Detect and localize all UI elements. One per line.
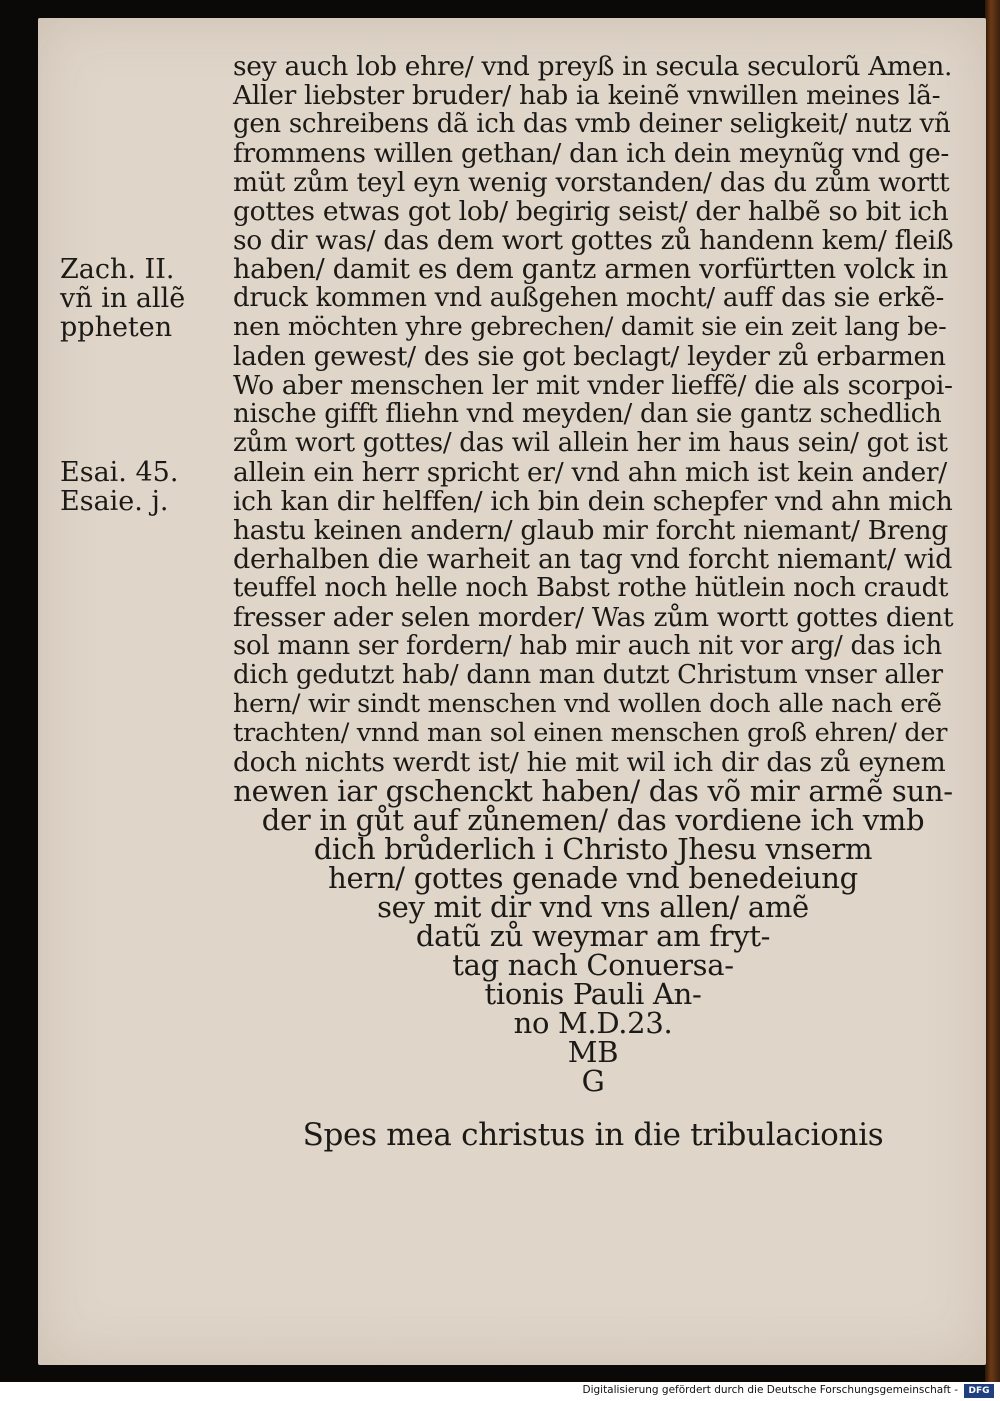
- closing-line: sey mit dir vnd vns allen/ amẽ: [377, 890, 809, 924]
- body-line: sey auch lob ehre/ vnd preyß in secula seculorũ Amen.: [233, 51, 953, 82]
- body-line: allein ein herr spricht er/ vnd ahn mich ist kein ander/: [233, 457, 947, 488]
- closing-line: dich brůderlich i Christo Jhesu vnserm: [313, 832, 873, 866]
- motto-line: Spes mea christus in die tribulacionis: [302, 1117, 884, 1153]
- body-line: sol mann ser fordern/ hab mir auch nit vor arg/ das ich: [233, 631, 942, 661]
- body-line: druck kommen vnd außgehen mocht/ auff das sie erkẽ-: [233, 283, 944, 313]
- body-line: fresser ader selen morder/ Was zům wortt gottes dient: [233, 602, 954, 633]
- body-line: müt zům teyl eyn wenig vorstanden/ das du zům wortt: [233, 167, 950, 198]
- body-line: nen möchten yhre gebrechen/ damit sie ein zeit lang be-: [233, 312, 947, 342]
- body-line: doch nichts werdt ist/ hie mit wil ich dir das zů eynem: [233, 747, 946, 778]
- body-line: Aller liebster bruder/ hab ia keinẽ vnwillen meines lã-: [233, 80, 941, 111]
- body-line: haben/ damit es dem gantz armen vorfürtten volck in: [233, 254, 949, 285]
- body-line: so dir was/ das dem wort gottes zů handenn kem/ fleiß: [233, 225, 954, 256]
- body-line: zům wort gottes/ das wil allein her im haus sein/ got ist: [233, 428, 948, 458]
- closing-date: no M.D.23.: [513, 1006, 673, 1040]
- body-line: laden gewest/ des sie got beclagt/ leyder zů erbarmen: [233, 341, 946, 372]
- body-line: gottes etwas got lob/ begirig seist/ der halbẽ so bit ich: [233, 196, 949, 227]
- dfg-logo: DFG: [964, 1384, 994, 1398]
- body-line: teuffel noch helle noch Babst rothe hütlein noch craudt: [233, 573, 949, 603]
- printer-mark: G: [581, 1064, 605, 1098]
- document-page: [38, 18, 986, 1365]
- body-line: dich gedutzt hab/ dann man dutzt Christum vnser aller: [233, 660, 943, 690]
- body-line: hern/ wir sindt menschen vnd wollen doch alle nach erẽ: [233, 689, 942, 719]
- closing-line: der in gůt auf zůnemen/ das vordiene ich vmb: [261, 803, 925, 837]
- body-line: hastu keinen andern/ glaub mir forcht niemant/ Breng: [233, 515, 948, 546]
- body-line: nische gifft fliehn vnd meyden/ dan sie gantz schedlich: [233, 399, 942, 429]
- funding-credit: Digitalisierung gefördert durch die Deutsche Forschungsgemeinschaft -: [582, 1384, 958, 1396]
- margin-note: Zach. II.: [60, 254, 175, 285]
- book-spine: [985, 0, 1000, 1382]
- closing-line: datũ zů weymar am fryt-: [415, 919, 771, 953]
- closing-line: tionis Pauli An-: [484, 977, 702, 1011]
- margin-note: ppheten: [60, 312, 173, 343]
- closing-line: hern/ gottes genade vnd benedeiung: [328, 861, 858, 895]
- body-line: Wo aber menschen ler mit vnder lieffẽ/ die als scorpoi-: [233, 370, 953, 401]
- body-line: frommens willen gethan/ dan ich dein meynũg vnd ge-: [233, 138, 950, 169]
- margin-note: Esai. 45.: [60, 457, 179, 488]
- body-line: gen schreibens dã ich das vmb deiner seligkeit/ nutz vñ: [233, 109, 951, 139]
- margin-note: Esaie. j.: [60, 486, 169, 517]
- body-line: ich kan dir helffen/ ich bin dein schepfer vnd ahn mich: [233, 486, 953, 517]
- margin-note: vñ in allẽ: [60, 283, 186, 314]
- printer-mark: MB: [567, 1035, 619, 1069]
- closing-line: newen iar gschenckt haben/ das võ mir armẽ sun-: [233, 774, 953, 808]
- closing-line: tag nach Conuersa-: [452, 948, 734, 982]
- body-line: derhalben die warheit an tag vnd forcht niemant/ wid: [233, 544, 953, 575]
- body-line: trachten/ vnnd man sol einen menschen groß ehren/ der: [233, 718, 948, 748]
- footer-bar: [0, 1382, 1000, 1401]
